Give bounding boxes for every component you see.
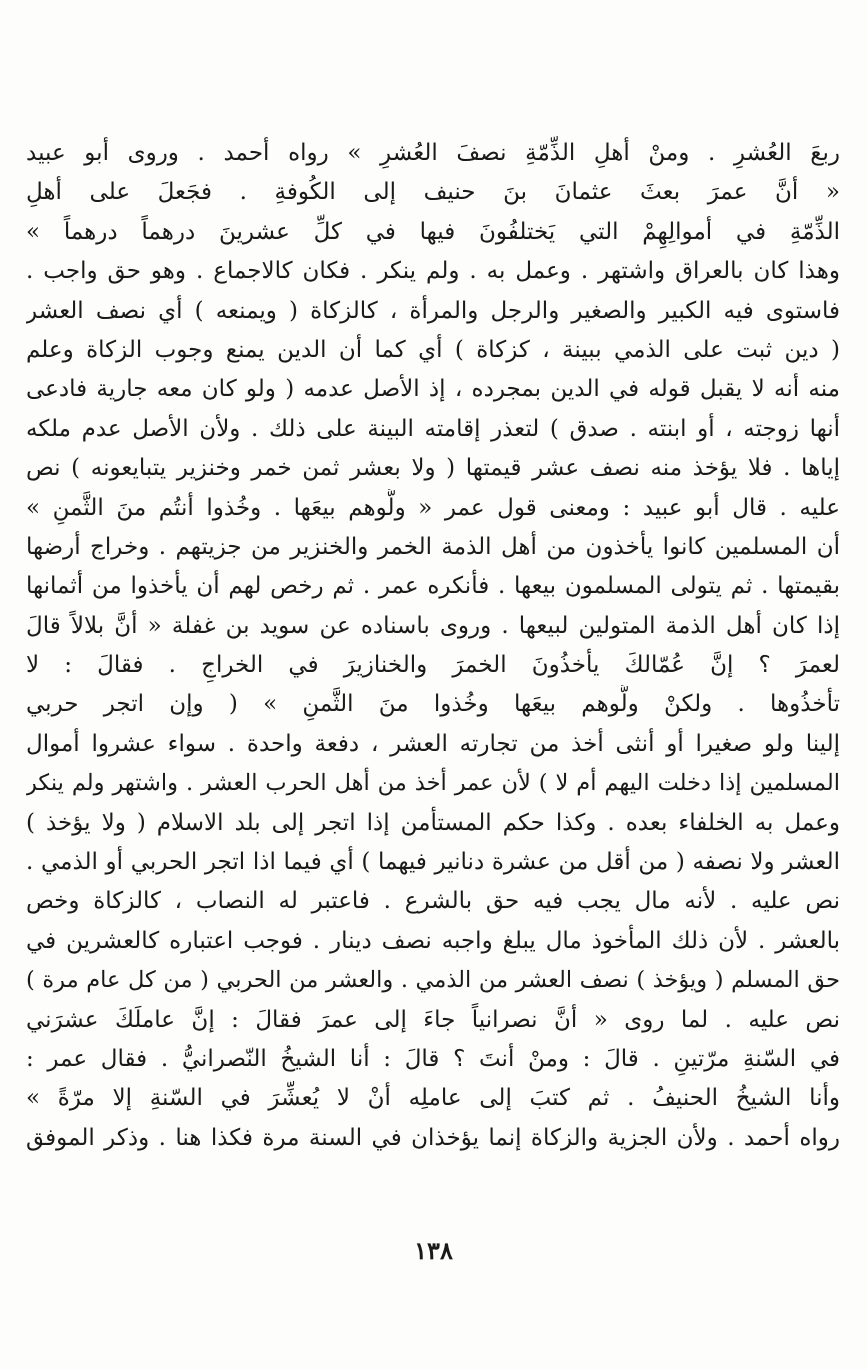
text-line: أن المسلمين كانوا يأخذون من أهل الذمة الخمر والخنزير من جزيتهم . وخراج أرضها xyxy=(26,533,840,560)
text-line: وهذا كان بالعراق واشتهر . وعمل به . ولم ينكر . فكان كالاجماع . وهو حق واجب . xyxy=(26,258,840,285)
text-line: رواه أحمد . ولأن الجزية والزكاة إنما يؤخذان في السنة مرة فكذا هنا . وذكر الموفق xyxy=(26,1124,840,1151)
text-line: نص عليه . لما روى « أنَّ نصرانياً جاءَ إلى عمرَ فقالَ : إنَّ عاملَكَ عشرَني xyxy=(26,1006,840,1033)
text-line: منه أنه لا يقبل قوله في الدين بمجرده ، إذ الأصل عدمه ( ولو كان معه جارية فادعى xyxy=(26,376,840,403)
text-line: نص عليه . لأنه مال يجب فيه حق بالشرع . فاعتبر له النصاب ، كالزكاة وخص xyxy=(26,888,840,915)
text-line: فاستوى فيه الكبير والصغير والرجل والمرأة ، كالزكاة ( ويمنعه ) أي نصف العشر xyxy=(26,297,840,324)
text-line: ربعَ العُشرِ . ومنْ أهلِ الذِّمّةِ نصفَ العُشرِ » رواه أحمد . وروى أبو عبيد xyxy=(26,140,840,166)
text-line: وأنا الشيخُ الحنيفُ . ثم كتبَ إلى عاملِه أنْ لا يُعشِّرَ في السّنةِ إلا مرّةً » xyxy=(26,1085,840,1112)
text-line: إلينا ولو صغيرا أو أنثى أخذ من تجارته العشر ، دفعة واحدة . سواء عشروا أموال xyxy=(26,730,840,757)
text-line: إياها . فلا يؤخذ منه نصف عشر قيمتها ( ولا بعشر ثمن خمر وخنزير يتبايعونه ) نص xyxy=(26,455,840,482)
text-line: الذِّمّةِ في أموالِهِمْ التي يَختلفُونَ فيها في كلِّ عشرينَ درهماً درهماً » xyxy=(26,218,840,245)
text-line: حق المسلم ( ويؤخذ ) نصف العشر من الذمي . والعشر من الحربي ( من كل عام مرة ) xyxy=(26,967,840,994)
text-line: عليه . قال أبو عبيد : ومعنى قول عمر « ولُّوهم بيعَها . وخُذوا أنتُم منَ الثَّمنِ » xyxy=(26,494,840,521)
text-line: في السّنةِ مرّتينِ . قالَ : ومنْ أنتَ ؟ قالَ : أنا الشيخُ النّصرانيُّ . فقال عمر : xyxy=(26,1045,840,1072)
text-line: « أنَّ عمرَ بعثَ عثمانَ بنَ حنيف إلى الكُوفةِ . فجَعلَ على أهلِ xyxy=(26,179,840,206)
text-line: بقيمتها . ثم يتولى المسلمون بيعها . فأنكره عمر . ثم رخص لهم أن يأخذوا من أثمانها xyxy=(26,573,840,600)
text-line: المسلمين إذا دخلت اليهم أم لا ) لأن عمر أخذ من أهل الحرب العشر . واشتهر ولم ينكر xyxy=(26,770,840,797)
page-number: ١٣٨ xyxy=(414,1236,453,1265)
text-line: ( دين ثبت على الذمي ببينة ، كزكاة ) أي كما أن الدين يمنع وجوب الزكاة وعلم xyxy=(26,336,840,363)
text-line: إذا كان أهل الذمة المتولين لبيعها . وروى باسناده عن سويد بن غفلة « أنَّ بلالاً قالَ xyxy=(26,612,840,639)
body-text xyxy=(26,134,840,1158)
text-line: لعمرَ ؟ إنَّ عُمّالكَ يأخذُونَ الخمرَ والخنازيرَ في الخراجِ . فقالَ : لا xyxy=(26,652,840,679)
text-line: العشر ولا نصفه ( من أقل من عشرة دنانير فيهما ) أي فيما اذا اتجر الحربي أو الذمي . xyxy=(26,849,840,876)
text-line: تأخذُوها . ولكنْ ولُّوهم بيعَها وخُذوا منَ الثَّمنِ » ( وإن اتجر حربي xyxy=(26,691,840,718)
text-line: أنها زوجته ، أو ابنته . صدق ) لتعذر إقامته البينة على ذلك . ولأن الأصل عدم ملكه xyxy=(26,415,840,442)
text-line: وعمل به الخلفاء بعده . وكذا حكم المستأمن إذا اتجر إلى بلد الاسلام ( ولا يؤخذ ) xyxy=(26,809,840,836)
text-line: بالعشر . لأن ذلك المأخوذ مال يبلغ واجبه نصف دينار . فوجب اعتباره كالعشرين في xyxy=(26,927,840,954)
